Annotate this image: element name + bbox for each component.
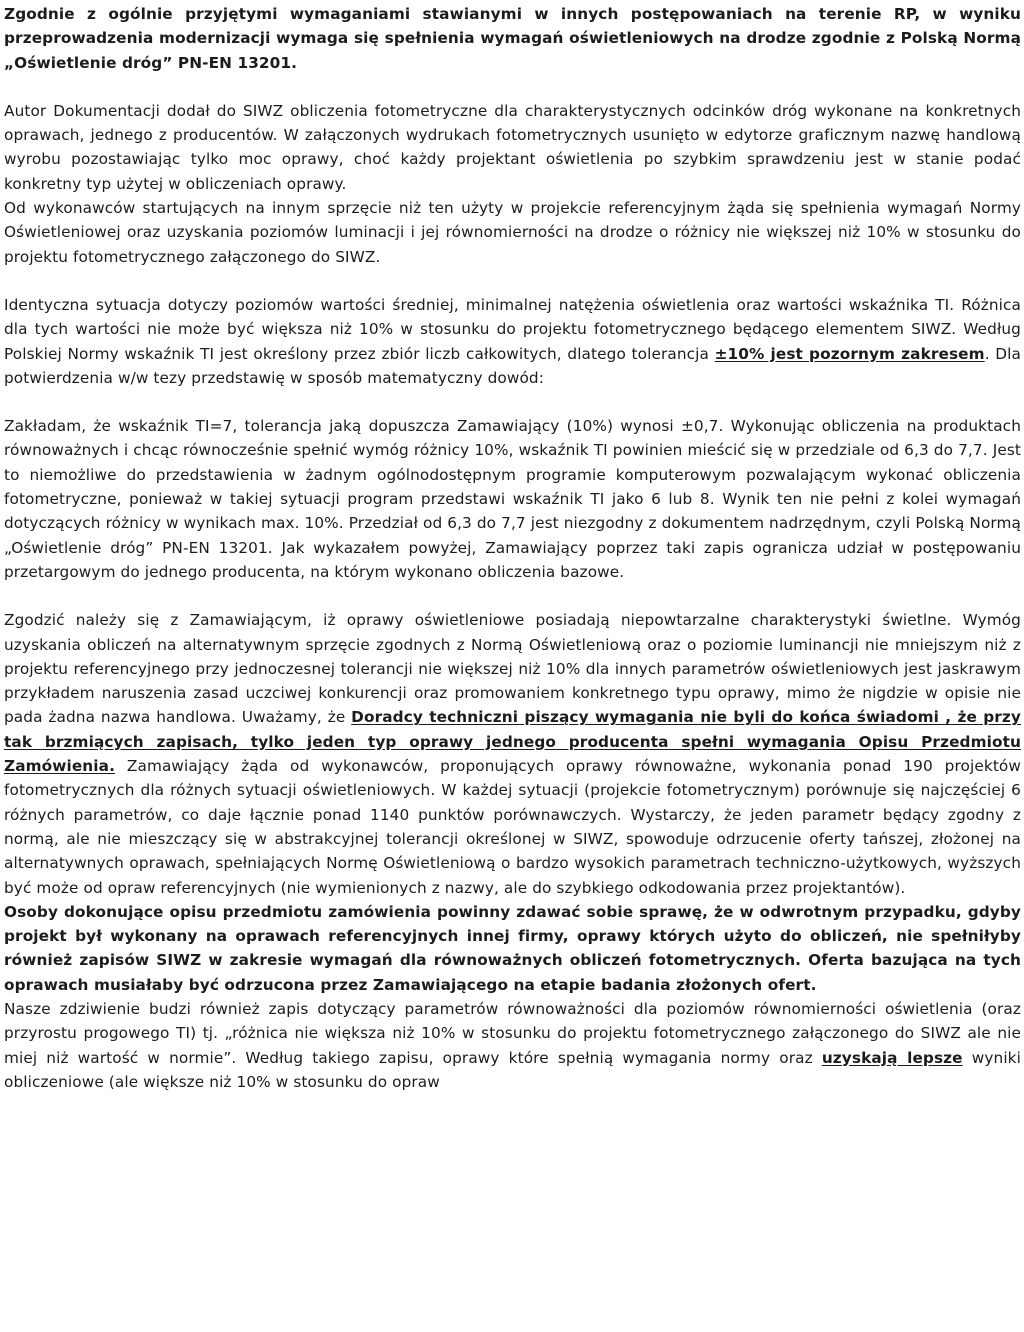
paragraph-competition-violation [4,608,1021,900]
paragraph-photometric-calculations: Autor Dokumentacji dodał do SIWZ obliczenia fotometryczne dla charakterystycznych odcinków dróg wykonane na konkretnych oprawach, jednego z producentów. W załączonych wydrukach fotometrycznych usunięto w edytorze graficznym nazwę handlową wyrobu pozostawiając tylko moc oprawy, choć każdy projektant oświetlenia po szybkim sprawdzeniu jest w stanie podać konkretny typ użytej w obliczeniach oprawy. [4,101,1021,193]
advisors-emphasis: Doradcy techniczni piszący wymagania nie byli do końca świadomi , że przy tak brzmiących zapisach, tylko jeden typ oprawy jednego producenta spełni wymagania Opisu Przedmiotu Zamówienia. [4,708,1021,776]
uniformity-text: Nasze zdziwienie budzi również zapis dotyczący parametrów równoważności dla poziomów równomierności oświetlenia (oraz przyrostu progowego TI) tj. „różnica nie większa niż 10% w stosunku do projektu fotometrycznego załączonego do SIWZ ale nie miej niż wartość w normie”. Według takiego zapisu, oprawy które spełnią wymagania normy oraz [4,999,1021,1067]
ti-tolerance-proof-intro: . Dla potwierdzenia w/w tezy przedstawię w sposób matematyczny dowód: [4,344,1021,387]
paragraph-contractor-requirements: Od wykonawców startujących na innym sprzęcie niż ten użyty w projekcie referencyjnym żąda się spełnienia wymagań Normy Oświetleniowej oraz uzyskania poziomów luminacji i jej równomierności na drodze o różnicy nie większej niż 10% w stosunku do projektu fotometrycznego załączonego do SIWZ. [4,199,1021,266]
paragraph-reverse-case: Osoby dokonujące opisu przedmiotu zamówienia powinny zdawać sobie sprawę, że w odwrotnym przypadku, gdyby projekt był wykonany na oprawach referencyjnych innej firmy, oprawy których użyto do obliczeń, nie spełniłyby również zapisów SIWZ w zakresie wymagań dla równoważnych obliczeń fotometrycznych. Oferta bazująca na tych oprawach musiałaby być odrzucona przez Zamawiającego na etapie badania złożonych ofert. [4,902,1021,994]
uniformity-text-continued: wyniki obliczeniowe (ale większe niż 10% w stosunku do opraw [4,1048,1021,1091]
paragraph-norm-requirement: Zgodnie z ogólnie przyjętymi wymaganiami stawianymi w innych postępowaniach na terenie RP, w wyniku przeprowadzenia modernizacji wymaga się spełnienia wymagań oświetleniowych na drodze zgodnie z Polską Normą „Oświetlenie dróg” PN-EN 13201. [4,5,1021,72]
ti-tolerance-text: Identyczna sytuacja dotyczy poziomów wartości średniej, minimalnej natężenia oświetlenia oraz wartości wskaźnika TI. Różnica dla tych wartości nie może być większa niż 10% w stosunku do projektu fotometrycznego będącego elementem SIWZ. Według Polskiej Normy wskaźnik TI jest określony przez zbiór liczb całkowitych, dlatego tolerancja [4,295,1021,363]
paragraph-ti-tolerance [4,293,1021,390]
paragraph-uniformity-parameters [4,997,1021,1094]
competition-text: Zgodzić należy się z Zamawiającym, iż oprawy oświetleniowe posiadają niepowtarzalne charakterystyki świetlne. Wymóg uzyskania obliczeń na alternatywnym sprzęcie zgodnych z Normą Oświetleniową oraz o poziomie luminancji nie mniejszym niż z projektu referencyjnego przy jednoczesnej tolerancji nie większej niż 10% dla innych parametrów oświetleniowych jest jaskrawym przykładem naruszenia zasad uczciwej konkurencji oraz promowaniem konkretnego typu oprawy, mimo że nigdzie w opisie nie pada żadna nazwa handlowa. Uważamy, że [4,611,1021,727]
paragraph-mathematical-proof: Zakładam, że wskaźnik TI=7, tolerancja jaką dopuszcza Zamawiający (10%) wynosi ±0,7. Wykonując obliczenia na produktach równoważnych i chcąc równocześnie spełnić wymóg różnicy 10%, wskaźnik TI powinien mieścić się w przedziale od 6,3 do 7,7. Jest to niemożliwe do przedstawienia w żadnym ogólnodostępnym programie komputerowym pozwalającym wykonać obliczenia fotometryczne, ponieważ w takiej sytuacji program przedstawi wskaźnik TI jako 6 lub 8. Wynik ten nie pełni z kolei wymagań dotyczących różnicy w wynikach max. 10%. Przedział od 6,3 do 7,7 jest niezgodny z dokumentem nadrzędnym, czyli Polską Normą „Oświetlenie dróg” PN-EN 13201. Jak wykazałem powyżej, Zamawiający poprzez taki zapis ogranicza udział w postępowaniu przetargowym do jednego producenta, na którym wykonano obliczenia bazowe. [4,417,1021,581]
better-results-emphasis: uzyskają lepsze [821,1048,963,1067]
tolerance-emphasis: ±10% jest pozornym zakresem [714,344,985,363]
competition-text-continued: Zamawiający żąda od wykonawców, proponujących oprawy równoważne, wykonania ponad 190 projektów fotometrycznych dla różnych sytuacji oświetleniowych. W każdej sytuacji (projekcie fotometrycznym) porównuje się najczęściej 6 różnych parametrów, co daje łącznie ponad 1140 punktów porównawczych. Wystarczy, że jeden parametr będący zgodny z normą, ale nie mieszczący się w abstrakcyjnej tolerancji określonej w SIWZ, spowoduje odrzucenie oferty tańszej, złożonej na alternatywnych oprawach, spełniających Normę Oświetleniową o bardzo wysokich parametrach techniczno-użytkowych, wyższych być może od opraw referencyjnych (nie wymienionych z nazwy, ale do szybkiego odkodowania przez projektantów). [4,757,1021,897]
